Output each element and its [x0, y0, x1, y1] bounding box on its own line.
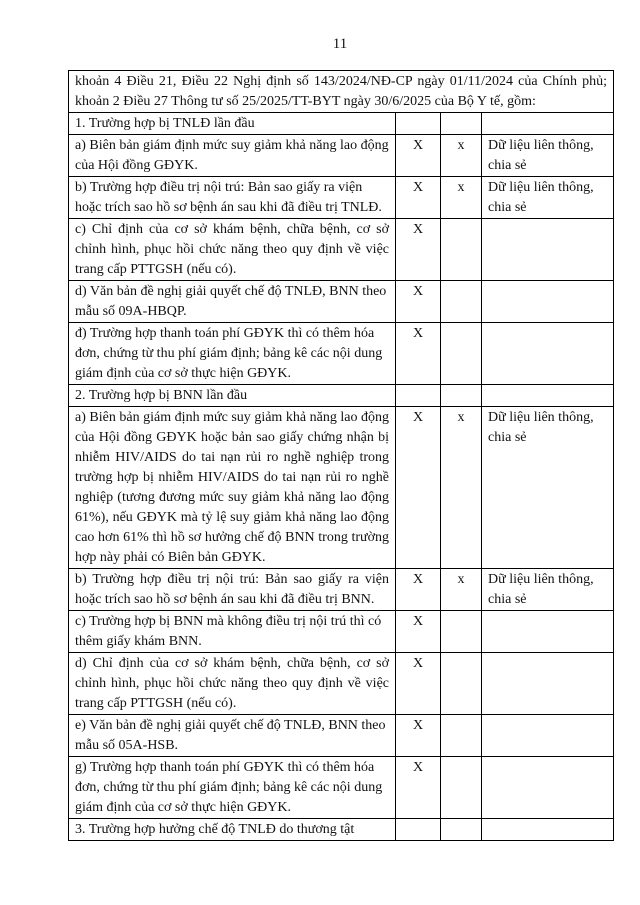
note-text: Dữ liệu liên thông, chia sẻ — [482, 407, 614, 569]
item-text: a) Biên bản giám định mức suy giảm khả năng lao động của Hội đồng GĐYK hoặc bản sao giấy chứng nhận bị nhiễm HIV/AIDS do tai nạn rủi ro nghề nghiệp trong trường hợp bị nhiễm HIV/AIDS do tai nạn rủi ro nghề nghiệp (tương đương mức suy giảm khả năng lao động 61%), nếu GĐYK mà tỷ lệ suy giảm khả năng lao động cao hơn 61% thì hồ sơ hưởng chế độ BNN trong trường hợp này phải có Biên bản GĐYK. — [69, 407, 396, 569]
table-intro-row — [69, 71, 614, 113]
page-number: 11 — [332, 36, 348, 52]
mark-col2: X — [396, 323, 441, 385]
item-text: c) Trường hợp bị BNN mà không điều trị nội trú thì có thêm giấy khám BNN. — [69, 611, 396, 653]
mark-col2: X — [396, 757, 441, 819]
mark-col3 — [441, 715, 482, 757]
section-heading: 2. Trường hợp bị BNN lần đầu — [69, 385, 396, 407]
table-row — [69, 611, 614, 653]
mark-col2: X — [396, 611, 441, 653]
cell-col4 — [482, 385, 614, 407]
document-table — [68, 70, 614, 841]
cell-col4 — [482, 819, 614, 841]
item-text: b) Trường hợp điều trị nội trú: Bản sao giấy ra viện hoặc trích sao hồ sơ bệnh án sau khi đã điều trị TNLĐ. — [69, 177, 396, 219]
item-text: d) Chỉ định của cơ sở khám bệnh, chữa bệnh, cơ sở chỉnh hình, phục hồi chức năng theo quy định về việc trang cấp PTTGSH (nếu có). — [69, 653, 396, 715]
note-text — [482, 219, 614, 281]
note-text — [482, 611, 614, 653]
cell-col3 — [441, 385, 482, 407]
table-row — [69, 569, 614, 611]
note-text: Dữ liệu liên thông, chia sẻ — [482, 177, 614, 219]
mark-col3: x — [441, 407, 482, 569]
mark-col3 — [441, 219, 482, 281]
item-text: e) Văn bản đề nghị giải quyết chế độ TNLĐ, BNN theo mẫu số 05A-HSB. — [69, 715, 396, 757]
table-row — [69, 281, 614, 323]
item-text: d) Văn bản đề nghị giải quyết chế độ TNLĐ, BNN theo mẫu số 09A-HBQP. — [69, 281, 396, 323]
legal-basis-text: khoản 4 Điều 21, Điều 22 Nghị định số 143/2024/NĐ-CP ngày 01/11/2024 của Chính phủ; khoản 2 Điều 27 Thông tư số 25/2025/TT-BYT ngày 30/6/2025 của Bộ Y tế, gồm: — [69, 71, 614, 113]
table-row — [69, 177, 614, 219]
item-text: a) Biên bản giám định mức suy giảm khả năng lao động của Hội đồng GĐYK. — [69, 135, 396, 177]
cell-col2 — [396, 819, 441, 841]
mark-col3 — [441, 323, 482, 385]
item-text: b) Trường hợp điều trị nội trú: Bản sao giấy ra viện hoặc trích sao hồ sơ bệnh án sau khi đã điều trị BNN. — [69, 569, 396, 611]
note-text — [482, 323, 614, 385]
note-text — [482, 715, 614, 757]
cell-col3 — [441, 819, 482, 841]
table-row — [69, 653, 614, 715]
mark-col3 — [441, 757, 482, 819]
table-row — [69, 323, 614, 385]
mark-col2: X — [396, 177, 441, 219]
mark-col3 — [441, 281, 482, 323]
note-text — [482, 281, 614, 323]
cell-col4 — [482, 113, 614, 135]
cell-col3 — [441, 113, 482, 135]
mark-col2: X — [396, 653, 441, 715]
mark-col2: X — [396, 569, 441, 611]
cell-col2 — [396, 113, 441, 135]
mark-col3: x — [441, 177, 482, 219]
table-row — [69, 757, 614, 819]
section-row-bnn — [69, 385, 614, 407]
item-text: g) Trường hợp thanh toán phí GĐYK thì có thêm hóa đơn, chứng từ thu phí giám định; bảng kê các nội dung giám định của cơ sở thực hiện GĐYK. — [69, 757, 396, 819]
mark-col2: X — [396, 281, 441, 323]
item-text: c) Chỉ định của cơ sở khám bệnh, chữa bệnh, cơ sở chỉnh hình, phục hồi chức năng theo quy định về việc trang cấp PTTGSH (nếu có). — [69, 219, 396, 281]
section-heading: 3. Trường hợp hưởng chế độ TNLĐ do thương tật — [69, 819, 396, 841]
table-row — [69, 219, 614, 281]
note-text — [482, 757, 614, 819]
note-text — [482, 653, 614, 715]
mark-col3: x — [441, 135, 482, 177]
mark-col2: X — [396, 715, 441, 757]
mark-col3: x — [441, 569, 482, 611]
table-row — [69, 715, 614, 757]
mark-col2: X — [396, 407, 441, 569]
note-text: Dữ liệu liên thông, chia sẻ — [482, 569, 614, 611]
table-row — [69, 407, 614, 569]
section-heading: 1. Trường hợp bị TNLĐ lần đầu — [69, 113, 396, 135]
section-row-tnld-injury — [69, 819, 614, 841]
mark-col2: X — [396, 135, 441, 177]
table-row — [69, 135, 614, 177]
section-row-tnld — [69, 113, 614, 135]
mark-col2: X — [396, 219, 441, 281]
mark-col3 — [441, 653, 482, 715]
cell-col2 — [396, 385, 441, 407]
item-text: đ) Trường hợp thanh toán phí GĐYK thì có thêm hóa đơn, chứng từ thu phí giám định; bảng kê các nội dung giám định của cơ sở thực hiện GĐYK. — [69, 323, 396, 385]
mark-col3 — [441, 611, 482, 653]
note-text: Dữ liệu liên thông, chia sẻ — [482, 135, 614, 177]
